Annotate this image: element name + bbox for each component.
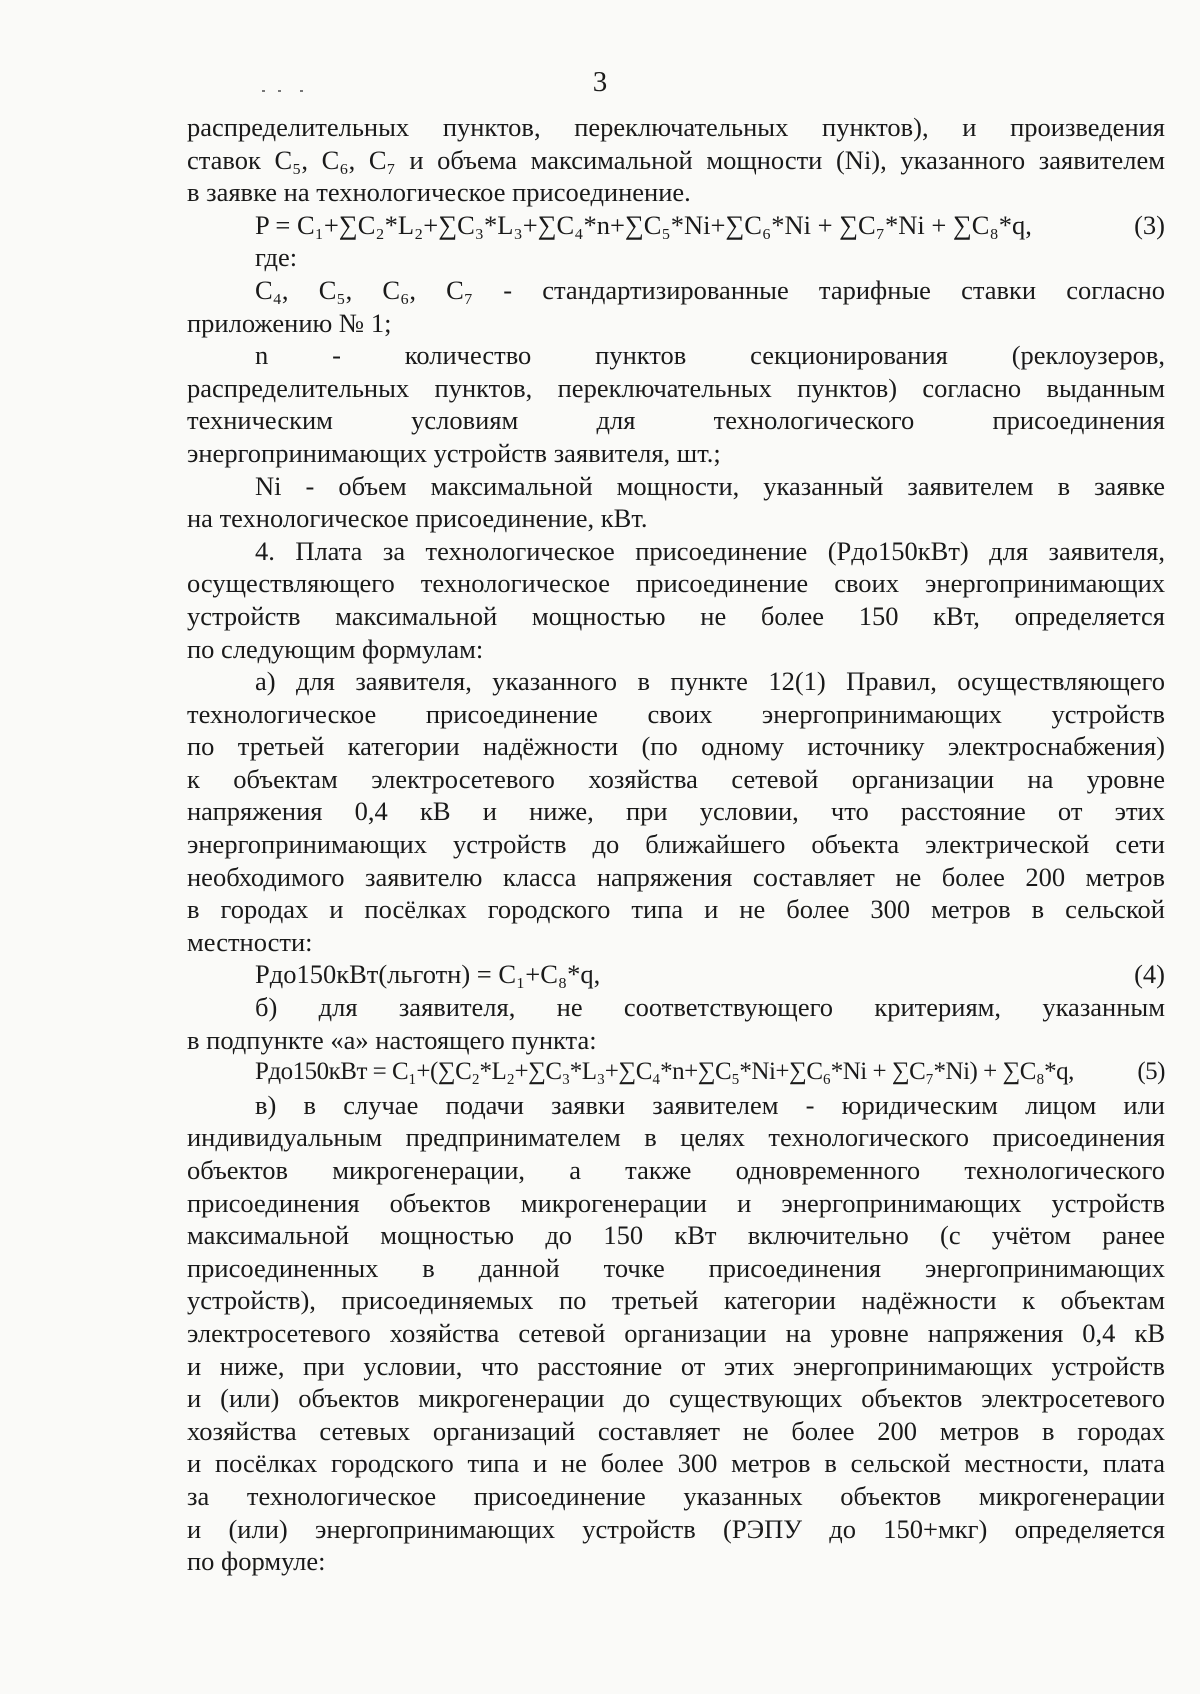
- text-line: распределительных пунктов, переключательных пунктов), и произведения: [187, 112, 1165, 142]
- text-line: в городах и посёлках городского типа и не более 300 метров в сельской: [187, 894, 1165, 925]
- formula-3: [187, 209, 1165, 242]
- text-line: местности:: [187, 926, 313, 957]
- text-line: Ni - объем максимальной мощности, указанный заявителем в заявке: [255, 470, 1165, 501]
- formula-number: (3): [1134, 209, 1165, 240]
- text-line: за технологическое присоединение указанных объектов микрогенерации: [187, 1480, 1165, 1511]
- formula-body: Pдо150кВт(льготн) = C₁+C₈*q,: [255, 959, 601, 990]
- text-line: и посёлках городского типа и не более 300 метров в сельской местности, плата: [187, 1448, 1165, 1479]
- text-line: 4. Плата за технологическое присоединение (Pдо150кВт) для заявителя,: [255, 535, 1165, 566]
- text-line: в) в случае подачи заявки заявителем - юридическим лицом или: [255, 1089, 1165, 1120]
- formula-body: Pдо150кВт = C₁+(∑C₂*L₂+∑C₃*L₃+∑C₄*n+∑C₅*Ni+∑C₆*Ni + ∑C₇*Ni) + ∑C₈*q,: [255, 1058, 1074, 1086]
- text-line: по формуле:: [187, 1546, 326, 1577]
- text-line: энергопринимающих устройств до ближайшего объекта электрической сети: [187, 829, 1165, 860]
- text-line: напряжения 0,4 кВ и ниже, при условии, что расстояние от этих: [187, 796, 1165, 827]
- text-line: на технологическое присоединение, кВт.: [187, 503, 648, 534]
- text-line: технологическое присоединение своих энергопринимающих устройств: [187, 698, 1165, 729]
- text-line: приложению № 1;: [187, 307, 392, 338]
- text-line: максимальной мощностью до 150 кВт включительно (с учётом ранее: [187, 1220, 1165, 1251]
- formula-number: (4): [1134, 959, 1165, 990]
- text-line: и (или) энергопринимающих устройств (РЭПУ до 150+мкг) определяется: [187, 1513, 1165, 1544]
- text-line: хозяйства сетевых организаций составляет не более 200 метров в городах: [187, 1415, 1165, 1446]
- text-line: объектов микрогенерации, а также одновременного технологического: [187, 1155, 1165, 1185]
- document-body: [187, 111, 1165, 1578]
- text-line: в заявке на технологическое присоединение.: [187, 177, 691, 208]
- text-line: C₄, C₅, C₆, C₇ - стандартизированные тарифные ставки согласно: [255, 274, 1165, 305]
- text-line: присоединенных в данной точке присоединения энергопринимающих: [187, 1252, 1165, 1283]
- text-line: и (или) объектов микрогенерации до существующих объектов электросетевого: [187, 1383, 1165, 1414]
- text-line: в подпункте «а» настоящего пункта:: [187, 1024, 597, 1055]
- text-line: и ниже, при условии, что расстояние от этих энергопринимающих устройств: [187, 1350, 1165, 1381]
- text-line: ставок C₅, C₆, C₇ и объема максимальной мощности (Ni), указанного заявителем: [187, 144, 1165, 175]
- text-line: к объектам электросетевого хозяйства сетевой организации на уровне: [187, 763, 1165, 794]
- text-line: по следующим формулам:: [187, 633, 484, 664]
- text-line: распределительных пунктов, переключательных пунктов) согласно выданным: [187, 372, 1165, 403]
- text-line: n - количество пунктов секционирования (реклоузеров,: [255, 340, 1165, 371]
- formula-5: [187, 1056, 1165, 1089]
- text-line: осуществляющего технологическое присоединение своих энергопринимающих: [187, 568, 1165, 599]
- text-line: по третьей категории надёжности (по одному источнику электроснабжения): [187, 731, 1165, 762]
- text-line: техническим условиям для технологического присоединения: [187, 405, 1165, 436]
- text-line: где:: [255, 242, 298, 273]
- text-line: б) для заявителя, не соответствующего критериям, указанным: [255, 992, 1165, 1023]
- text-line: индивидуальным предпринимателем в целях технологического присоединения: [187, 1122, 1165, 1153]
- formula-4: [187, 958, 1165, 991]
- text-line: электросетевого хозяйства сетевой организации на уровне напряжения 0,4 кВ: [187, 1317, 1165, 1348]
- text-line: присоединения объектов микрогенерации и энергопринимающих устройств: [187, 1187, 1165, 1218]
- text-line: энергопринимающих устройств заявителя, шт.;: [187, 437, 721, 468]
- text-line: устройств), присоединяемых по третьей категории надёжности к объектам: [187, 1285, 1165, 1316]
- formula-number: (5): [1137, 1058, 1165, 1086]
- text-line: устройств максимальной мощностью не более 150 кВт, определяется: [187, 600, 1165, 631]
- text-line: а) для заявителя, указанного в пункте 12(1) Правил, осуществляющего: [255, 666, 1165, 697]
- text-line: необходимого заявителю класса напряжения составляет не более 200 метров: [187, 861, 1165, 892]
- page-number: 3: [592, 66, 608, 98]
- formula-body: P = C₁+∑C₂*L₂+∑C₃*L₃+∑C₄*n+∑C₅*Ni+∑C₆*Ni + ∑C₇*Ni + ∑C₈*q,: [255, 209, 1032, 240]
